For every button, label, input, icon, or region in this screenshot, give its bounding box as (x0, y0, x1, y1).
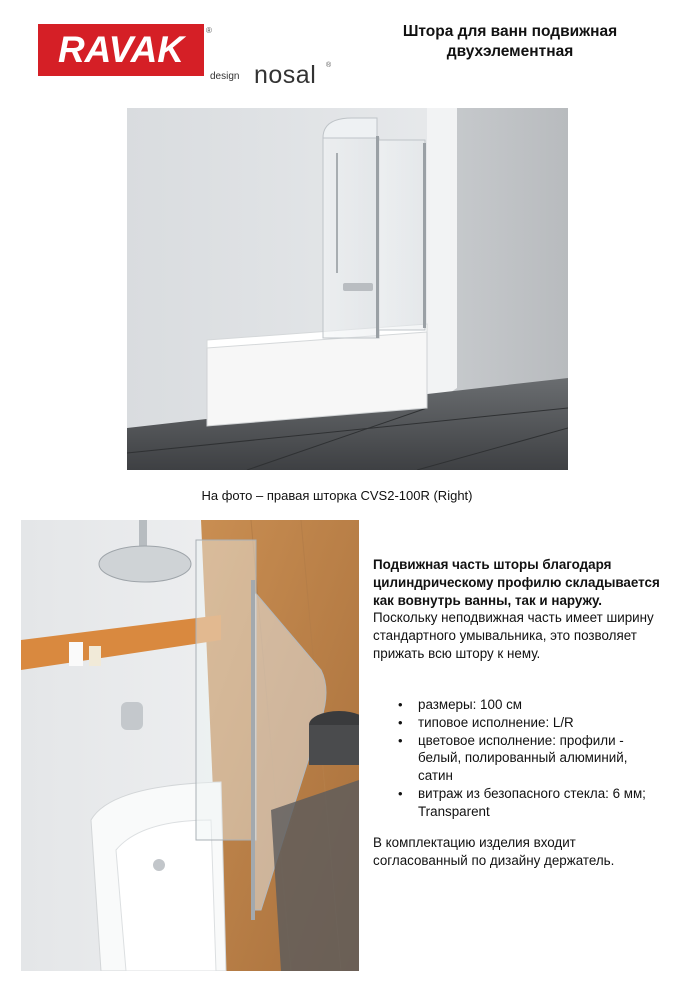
bullet-icon: • (398, 697, 403, 712)
logo-registered-mark: ® (206, 26, 212, 35)
spec-item (373, 714, 663, 732)
product-photo-interior (21, 520, 359, 971)
page-title-line1: Штора для ванн подвижная (402, 23, 618, 40)
product-description (373, 556, 663, 663)
spec-item (373, 732, 663, 785)
bullet-icon: • (398, 785, 403, 801)
design-label: design (210, 71, 240, 82)
page-title-line2: двухэлементная (446, 43, 574, 60)
spec-item (373, 785, 663, 821)
product-photo-bathtub (127, 108, 568, 470)
spec-text: типовое исполнение: L/R (418, 714, 574, 730)
spec-text: цветовое исполнение: профили - белый, полированный алюминий, сатин (418, 732, 628, 784)
package-note: В комплектацию изделия входит согласованный по дизайну держатель. (373, 835, 615, 868)
designer-name: nosal (254, 61, 317, 89)
description-bold: Подвижная часть шторы благодаря цилиндрическому профилю складывается как вовнутрь ванны, так и наружу. (373, 557, 660, 608)
ravak-logo-text: RAVAK (57, 29, 185, 70)
designer-registered-mark: ® (326, 62, 332, 69)
spec-item (373, 696, 663, 714)
specs-list (373, 696, 663, 821)
ravak-logo (38, 24, 204, 76)
description-rest: Поскольку неподвижная часть имеет ширину стандартного умывальника, это позволяет прижать всю штору к нему. (373, 610, 654, 661)
spec-text: размеры: 100 см (418, 697, 523, 712)
bullet-icon: • (398, 732, 403, 748)
spec-text: витраж из безопасного стекла: 6 мм; Transparent (418, 785, 646, 819)
page-title (360, 22, 660, 62)
bullet-icon: • (398, 714, 403, 730)
photo-caption: На фото – правая шторка CVS2-100R (Right) (201, 488, 473, 503)
